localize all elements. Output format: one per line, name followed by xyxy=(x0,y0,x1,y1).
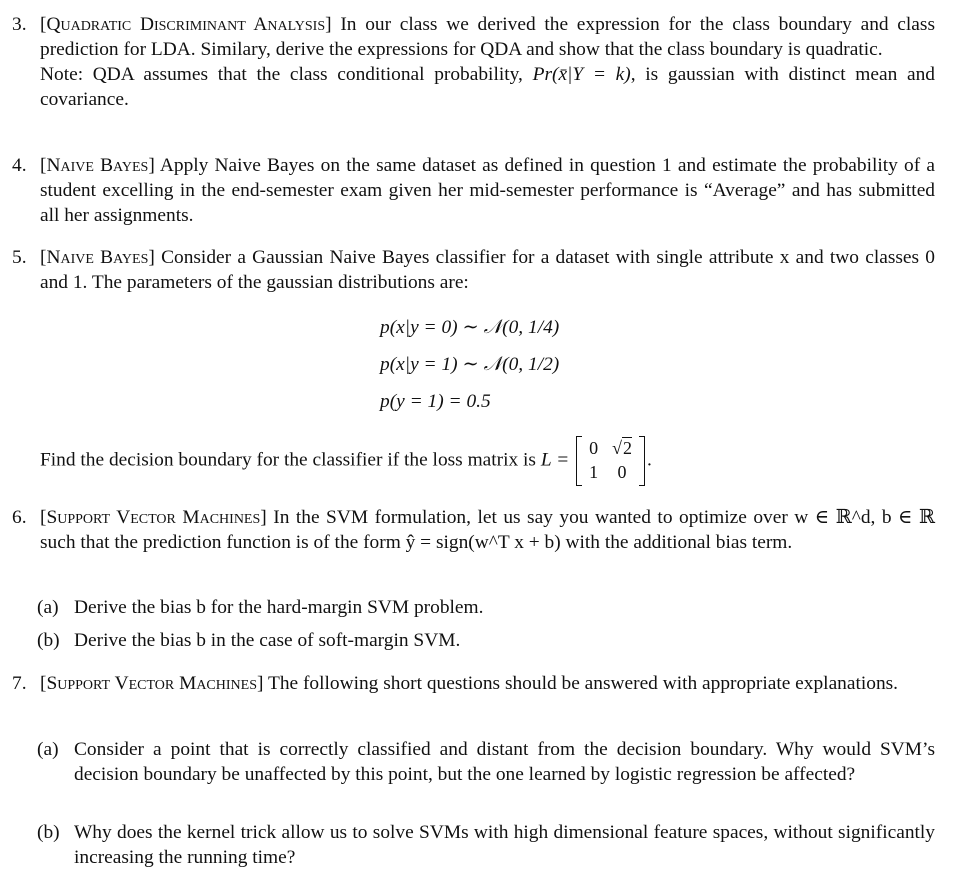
question-number: 3. xyxy=(12,14,27,35)
question-title: Quadratic Discriminant Analysis xyxy=(46,14,326,35)
sub-question-label: (a) xyxy=(37,597,59,618)
question-number: 6. xyxy=(12,507,27,528)
loss-text: Find the decision boundary for the classifier if the loss matrix is xyxy=(40,449,536,471)
question-5 xyxy=(12,245,935,295)
sub-question-text: Consider a point that is correctly classified and distant from the decision boundary. Why would SVM’s decision boundary be unaffected by this point, but the one learned by logistic regression be affected? xyxy=(74,739,935,785)
sub-question-text: Why does the kernel trick allow us to solve SVMs with high dimensional feature spaces, without significantly increasing the running time? xyxy=(74,822,935,868)
question-6 xyxy=(12,505,935,555)
question-body: [Naive Bayes] Consider a Gaussian Naive Bayes classifier for a dataset with single attribute x and two classes 0 and 1. The parameters of the gaussian distributions are: xyxy=(40,247,936,293)
question-text: The following short questions should be answered with appropriate explanations. xyxy=(267,673,899,694)
sub-question-label: (b) xyxy=(37,822,60,843)
loss-symbol: L = xyxy=(540,449,570,471)
sub-question xyxy=(37,820,935,870)
sub-question xyxy=(37,737,935,787)
equation-line: p(x|y = 1) ∼ 𝒩(0, 1/2) xyxy=(380,354,560,375)
question-number: 5. xyxy=(12,247,27,268)
equation-line: p(x|y = 0) ∼ 𝒩(0, 1/4) xyxy=(380,317,560,338)
loss-matrix-line xyxy=(12,436,935,486)
equation-block xyxy=(380,309,559,420)
note-math: Pr(x̄|Y = k) xyxy=(532,64,631,85)
sub-question xyxy=(37,628,935,653)
sub-question-text: Derive the bias b in the case of soft-margin SVM. xyxy=(74,630,461,651)
sub-question-text: Derive the bias b for the hard-margin SVM problem. xyxy=(74,597,484,618)
matrix-cell: 1 xyxy=(589,462,599,482)
question-body: [Quadratic Discriminant Analysis] In our class we derived the expression for the class boundary and class prediction for LDA. Similary, derive the expressions for QDA and show that the class boundary is quadratic. Note: QDA assumes that the class conditional probability, Pr(x̄|Y = k), is gaussian with distinct mean and covariance. xyxy=(40,14,935,110)
question-7 xyxy=(12,671,935,696)
question-body: [Support Vector Machines] The following short questions should be answered with appropriate explanations. xyxy=(40,673,899,694)
question-4 xyxy=(12,153,935,228)
loss-matrix xyxy=(576,436,645,486)
question-number: 7. xyxy=(12,673,27,694)
question-title: Naive Bayes xyxy=(46,155,149,176)
question-body: [Support Vector Machines] In the SVM formulation, let us say you wanted to optimize over w ∈ ℝ^d, b ∈ ℝ such that the prediction function is of the form ŷ = sign(w^T x + b) with the additional bias term. xyxy=(40,507,935,553)
question-number: 4. xyxy=(12,155,27,176)
question-text: Apply Naive Bayes on the same dataset as defined in question 1 and estimate the probability of a student excelling in the end-semester exam given her mid-semester performance is “Average” and has submitted all her assignments. xyxy=(40,155,935,226)
question-title: Support Vector Machines xyxy=(46,507,261,528)
matrix-cell: 0 xyxy=(589,438,599,458)
loss-line-body: Find the decision boundary for the classifier if the loss matrix is L = 0 √2 1 0 . xyxy=(40,436,935,486)
question-title: Naive Bayes xyxy=(46,247,149,268)
matrix-cell: 0 xyxy=(617,462,627,482)
question-text: In the SVM formulation, let us say you wanted to optimize over w ∈ ℝ^d, b ∈ ℝ such that the prediction function is of the form ŷ = sign(w^T x + b) with the additional bias term. xyxy=(40,507,935,553)
question-title: Support Vector Machines xyxy=(46,673,257,694)
sub-question xyxy=(37,595,935,620)
sub-question-label: (a) xyxy=(37,739,59,760)
question-text: Consider a Gaussian Naive Bayes classifier for a dataset with single attribute x and two classes 0 and 1. The parameters of the gaussian distributions are: xyxy=(40,247,936,293)
note-prefix: Note: QDA assumes that the class conditional probability, xyxy=(40,64,523,85)
sqrt-radicand: 2 xyxy=(622,438,632,458)
note-suffix: , is gaussian with distinct mean and covariance. xyxy=(40,64,935,110)
question-body: [Naive Bayes] Apply Naive Bayes on the same dataset as defined in question 1 and estimate the probability of a student excelling in the end-semester exam given her mid-semester performance is “Average” and has submitted all her assignments. xyxy=(40,155,935,226)
sub-question-label: (b) xyxy=(37,630,60,651)
matrix-cell-sqrt: √2 xyxy=(612,438,632,458)
question-3 xyxy=(12,12,935,112)
question-text: In our class we derived the expression for the class boundary and class prediction for LDA. Similary, derive the expressions for QDA and show that the class boundary is quadratic. xyxy=(40,14,935,60)
equation-line: p(y = 1) = 0.5 xyxy=(380,391,491,412)
